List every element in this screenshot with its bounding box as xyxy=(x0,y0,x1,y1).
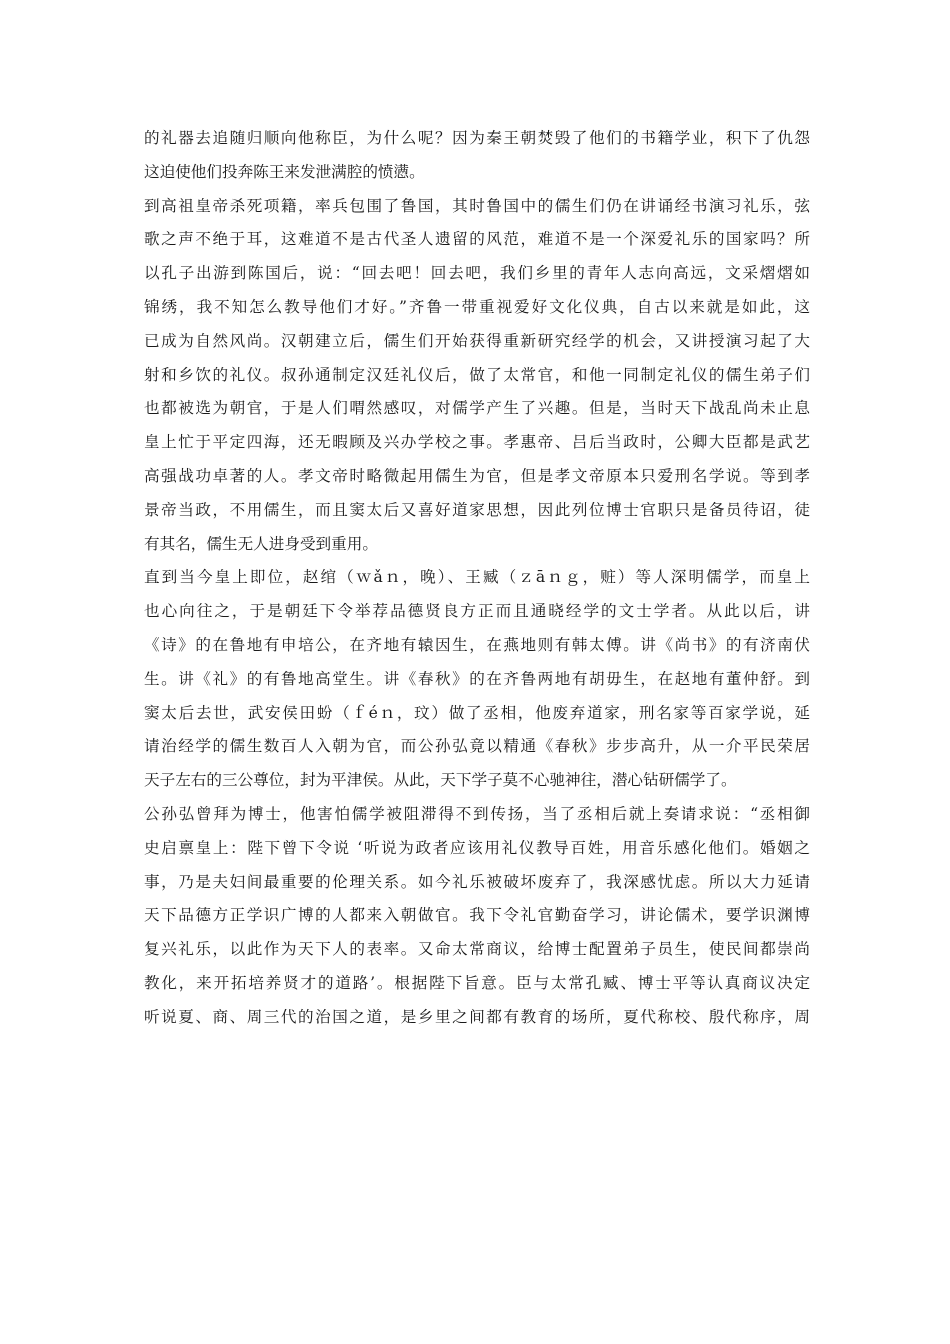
text-line: 以孔子出游到陈国后，说：“回去吧！回去吧，我们乡里的青年人志向高远，文采熠熠如 xyxy=(144,264,810,283)
text-line: 教化，来开拓培养贤才的道路’。根据陛下旨意。臣与太常孔臧、博士平等认真商议决定 xyxy=(144,973,810,992)
text-line: 有其名，儒生无人进身受到重用。 xyxy=(144,534,378,553)
text-line: 的礼器去追随归顺向他称臣，为什么呢？因为秦王朝焚毁了他们的书籍学业，积下了仇怨 xyxy=(144,129,810,147)
text-line: 景帝当政，不用儒生，而且窦太后又喜好道家思想，因此列位博士官职只是备员待诏，徒 xyxy=(144,500,810,519)
text-line: 也心向往之，于是朝廷下令举荐品德贤良方正而且通晓经学的文士学者。从此以后，讲 xyxy=(144,602,810,621)
text-line: 生。讲《礼》的有鲁地高堂生。讲《春秋》的在齐鲁两地有胡毋生，在赵地有董仲舒。到 xyxy=(144,669,810,688)
text-line: 直到当今皇上即位，赵绾（ｗǎｎ，晚）、王臧（ｚāｎｇ，赃）等人深明儒学，而皇上 xyxy=(144,568,810,587)
text-line: 射和乡饮的礼仪。叔孙通制定汉廷礼仪后，做了太常官，和他一同制定礼仪的儒生弟子们 xyxy=(144,365,810,384)
text-line: 锦绣，我不知怎么教导他们才好。”齐鲁一带重视爱好文化仪典，自古以来就是如此，这 xyxy=(144,297,810,316)
text-line: 窦太后去世，武安侯田蚡（ｆéｎ，玟）做了丞相，他废弃道家，刑名家等百家学说，延 xyxy=(144,703,810,722)
text-line: 也都被选为朝官，于是人们喟然感叹，对儒学产生了兴趣。但是，当时天下战乱尚未止息 xyxy=(144,399,810,418)
text-line: 这迫使他们投奔陈王来发泄满腔的愤懑。 xyxy=(144,162,425,181)
text-line: 复兴礼乐，以此作为天下人的表率。又命太常商议，给博士配置弟子员生，使民间都崇尚 xyxy=(144,940,810,959)
text-line: 史启禀皇上：陛下曾下令说 ‘听说为政者应该用礼仪教导百姓，用音乐感化他们。婚姻之 xyxy=(144,838,810,857)
text-line: 天下品德方正学识广博的人都来入朝做官。我下令礼官勤奋学习，讲论儒术，要学识渊博 xyxy=(144,906,810,925)
text-line: 已成为自然风尚。汉朝建立后，儒生们开始获得重新研究经学的机会，又讲授演习起了大 xyxy=(144,331,810,350)
text-line: 请治经学的儒生数百人入朝为官，而公孙弘竟以精通《春秋》步步高升，从一介平民荣居 xyxy=(144,737,810,756)
text-line: 公孙弘曾拜为博士，他害怕儒学被阻滞得不到传扬，当了丞相后就上奏请求说：“丞相御 xyxy=(144,804,810,823)
text-line: 皇上忙于平定四海，还无暇顾及兴办学校之事。孝惠帝、吕后当政时，公卿大臣都是武艺 xyxy=(144,433,810,452)
text-line: 到高祖皇帝杀死项籍，率兵包围了鲁国，其时鲁国中的儒生们仍在讲诵经书演习礼乐，弦 xyxy=(144,196,810,215)
text-line: 高强战功卓著的人。孝文帝时略微起用儒生为官，但是孝文帝原本只爱刑名学说。等到孝 xyxy=(144,466,810,485)
text-line: 《诗》的在鲁地有申培公，在齐地有辕因生，在燕地则有韩太傅。讲《尚书》的有济南伏 xyxy=(144,635,810,654)
text-line: 事，乃是夫妇间最重要的伦理关系。如今礼乐被破坏废弃了，我深感忧虑。所以大力延请 xyxy=(144,872,810,891)
body-text xyxy=(144,122,810,1035)
text-line: 天子左右的三公尊位，封为平津侯。从此，天下学子莫不心驰神往，潜心钻研儒学了。 xyxy=(144,771,737,790)
text-line: 歌之声不绝于耳，这难道不是古代圣人遗留的风范，难道不是一个深爱礼乐的国家吗？所 xyxy=(144,230,810,249)
text-line: 听说夏、商、周三代的治国之道，是乡里之间都有教育的场所，夏代称校、殷代称序，周 xyxy=(144,1007,810,1026)
